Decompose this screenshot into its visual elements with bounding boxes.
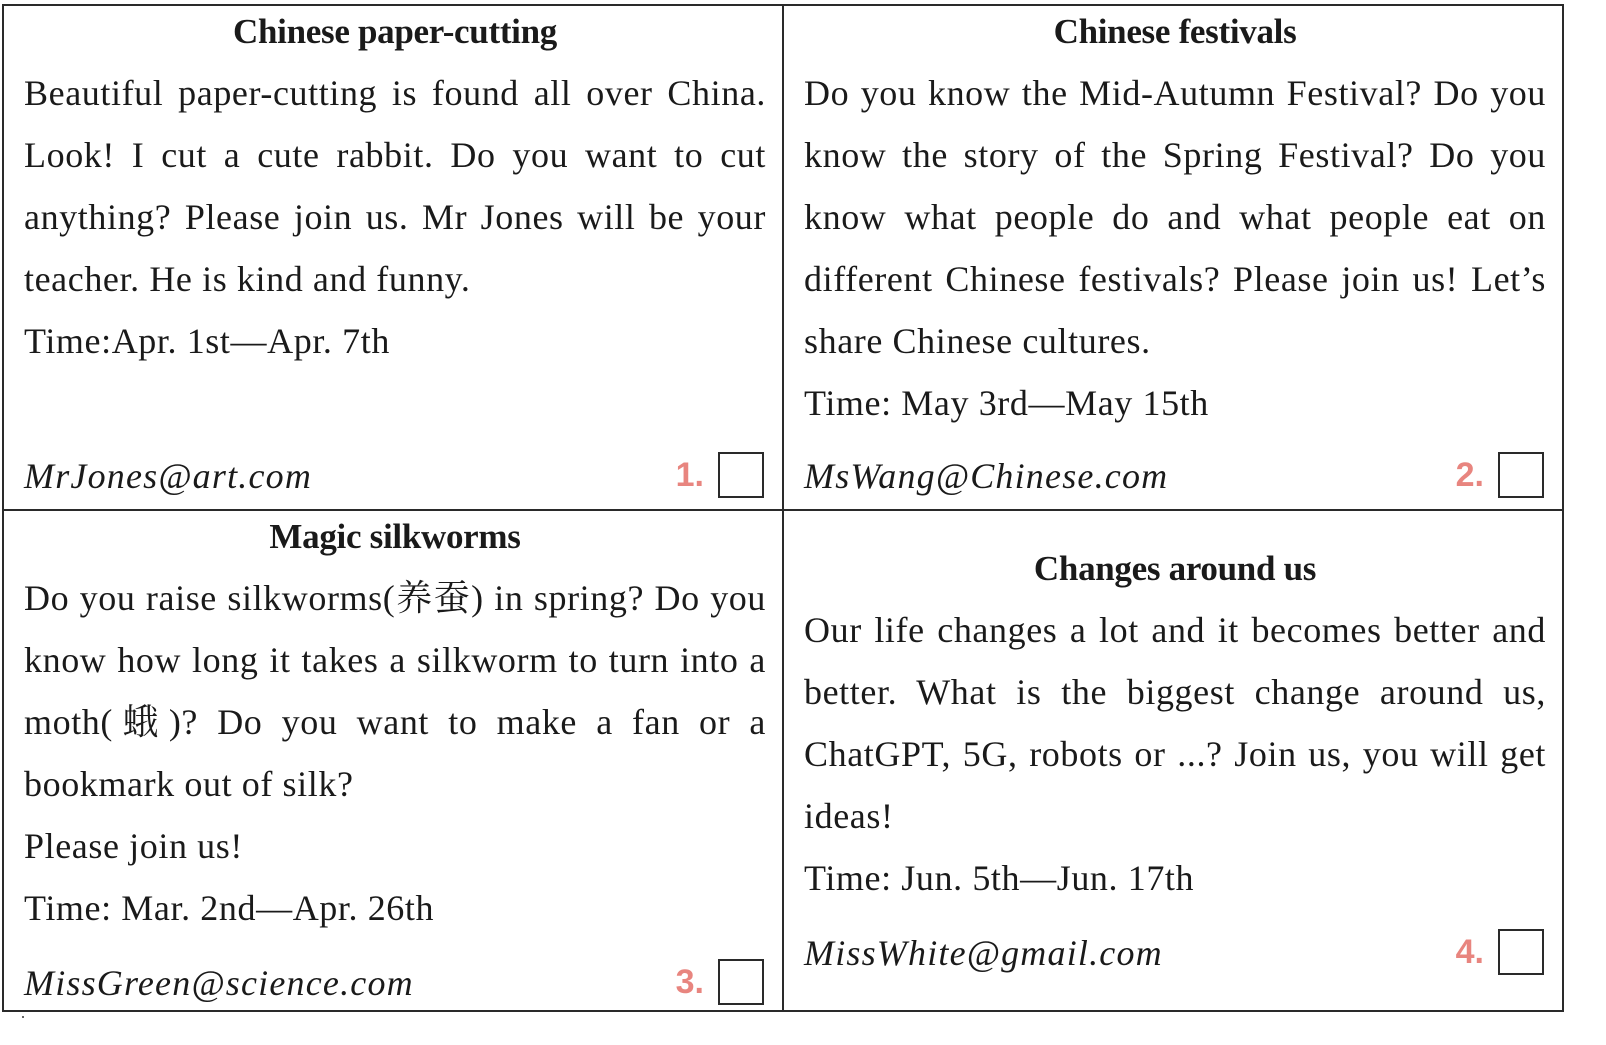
card-title: Chinese festivals bbox=[1053, 12, 1297, 51]
question-number: 2. bbox=[1455, 456, 1484, 494]
card-body bbox=[804, 599, 1546, 909]
card-time: Time: May 3rd—May 15th bbox=[804, 383, 1209, 423]
card-title: Magic silkworms bbox=[269, 517, 521, 556]
answer-slot bbox=[1456, 452, 1544, 498]
card-extra: Please join us! bbox=[24, 826, 243, 866]
card-body bbox=[24, 567, 766, 939]
card-body bbox=[804, 62, 1546, 434]
card-time: Time:Apr. 1st—Apr. 7th bbox=[24, 321, 390, 361]
stray-dot bbox=[22, 1016, 24, 1018]
answer-slot bbox=[676, 959, 764, 1005]
card-paper-cutting bbox=[4, 6, 784, 511]
card-description: Beautiful paper-cutting is found all over China. Look! I cut a cute rabbit. Do you want to cut anything? Please join us. Mr Jones will be your teacher. He is kind and funny. bbox=[24, 73, 766, 299]
card-description: Our life changes a lot and it becomes better and better. What is the biggest change around us, ChatGPT, 5G, robots or ...? Join us, you will get ideas! bbox=[804, 610, 1546, 836]
answer-box[interactable] bbox=[1498, 929, 1544, 975]
card-email: MsWang@Chinese.com bbox=[804, 456, 1169, 496]
card-body bbox=[24, 62, 766, 372]
card-silkworms bbox=[4, 511, 784, 1010]
card-description: Do you know the Mid-Autumn Festival? Do you know the story of the Spring Festival? Do you know what people do and what people eat on different Chinese festivals? Please join us! Let’s share Chinese cultures. bbox=[804, 73, 1546, 361]
clubs-grid bbox=[2, 4, 1564, 1012]
card-time: Time: Mar. 2nd—Apr. 26th bbox=[24, 888, 435, 928]
question-number: 3. bbox=[675, 963, 704, 1001]
answer-slot bbox=[676, 452, 764, 498]
card-email: MissGreen@science.com bbox=[24, 963, 414, 1003]
card-time: Time: Jun. 5th—Jun. 17th bbox=[804, 858, 1195, 898]
question-number: 1. bbox=[675, 456, 704, 494]
card-changes bbox=[784, 511, 1562, 1010]
card-title: Chinese paper-cutting bbox=[233, 12, 557, 51]
question-number: 4. bbox=[1455, 933, 1484, 971]
card-email: MissWhite@gmail.com bbox=[804, 933, 1163, 973]
answer-box[interactable] bbox=[718, 452, 764, 498]
card-description: Do you raise silkworms(养蚕) in spring? Do you know how long it takes a silkworm to turn into a moth(蛾)? Do you want to make a fan or a bookmark out of silk? bbox=[24, 578, 766, 804]
card-festivals bbox=[784, 6, 1562, 511]
answer-slot bbox=[1456, 929, 1544, 975]
answer-box[interactable] bbox=[1498, 452, 1544, 498]
card-title: Changes around us bbox=[1033, 549, 1317, 588]
answer-box[interactable] bbox=[718, 959, 764, 1005]
card-email: MrJones@art.com bbox=[24, 456, 313, 496]
